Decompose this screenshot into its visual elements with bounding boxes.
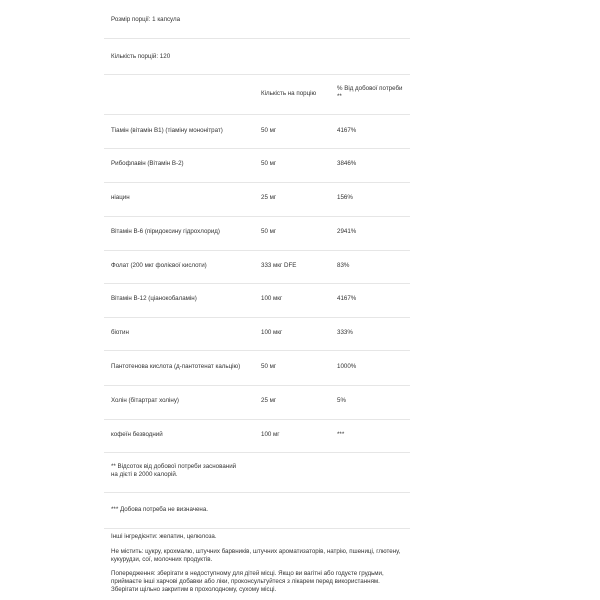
- nutrient-amount: 100 мкг: [261, 295, 283, 302]
- serving-size: Розмір порції: 1 капсула: [111, 16, 181, 23]
- warning-text: Попередження: зберігати в недоступному для дітей місці. Якщо ви вагітні або годуєте грудьми, приймаєте інші харчові добавки або ліки, проконсультуйтеся з лікарем перед використанням. Зберігати щільно закритим в прохолодному, сухому місці.: [111, 570, 384, 594]
- nutrient-name: кофеїн безводний: [111, 431, 163, 438]
- nutrient-dv: 156%: [337, 194, 353, 201]
- nutrient-amount: 50 мг: [261, 127, 277, 134]
- nutrient-name: Холін (бітартрат холіну): [111, 397, 179, 404]
- nutrient-row: [104, 385, 410, 420]
- does-not-contain: Не містить: цукру, крохмалю, штучних барвників, штучних ароматизаторів, натрію, пшениці, глютену, кукурудзи, сої, молочних продуктів.: [111, 548, 401, 564]
- nutrient-amount: 333 мкг DFE: [261, 262, 297, 269]
- nutrient-row: [104, 216, 410, 251]
- servings-count: Кількість порцій: 120: [111, 53, 171, 60]
- nutrient-dv: 1000%: [337, 363, 357, 370]
- nutrient-row: [104, 148, 410, 183]
- servings-count-row: [104, 38, 410, 75]
- nutrient-row: [104, 283, 410, 318]
- nutrient-amount: 25 мг: [261, 397, 277, 404]
- nutrient-amount: 50 мг: [261, 228, 277, 235]
- nutrient-dv: 333%: [337, 329, 353, 336]
- nutrient-dv: 5%: [337, 397, 346, 404]
- serving-size-row: [104, 0, 410, 39]
- nutrient-row: [104, 182, 410, 217]
- nutrient-dv: 4167%: [337, 127, 357, 134]
- nutrient-name: Вітамін B-6 (піридоксину гідрохлорид): [111, 228, 220, 235]
- nutrient-amount: 100 мг: [261, 431, 280, 438]
- nutrient-row: [104, 317, 410, 351]
- supplement-facts-panel: [104, 0, 410, 600]
- note-undefined-row: [104, 492, 410, 529]
- daily-value-header: % Від добової потреби **: [337, 85, 403, 100]
- daily-value-note: ** Відсоток від добової потреби заснований на дієті в 2000 калорій.: [111, 463, 237, 478]
- nutrient-name: Пантотенова кислота (д-пантотенат кальцію): [111, 363, 241, 370]
- nutrient-dv: 3846%: [337, 160, 357, 167]
- nutrient-name: Вітамін B-12 (ціанокобаламін): [111, 295, 197, 302]
- table-header-row: [104, 74, 410, 115]
- nutrient-amount: 100 мкг: [261, 329, 283, 336]
- nutrient-amount: 25 мг: [261, 194, 277, 201]
- nutrient-dv: 4167%: [337, 295, 357, 302]
- nutrient-dv: 83%: [337, 262, 350, 269]
- nutrient-amount: 50 мг: [261, 160, 277, 167]
- nutrient-name: Рибофлавін (Вітамін В-2): [111, 160, 184, 167]
- nutrient-row: [104, 114, 410, 149]
- nutrient-name: Фолат (200 мкг фолієвої кислоти): [111, 262, 207, 269]
- nutrient-dv: 2941%: [337, 228, 357, 235]
- amount-header: Кількість на порцію: [261, 90, 317, 97]
- nutrient-name: Тіамін (вітамін B1) (тіаміну мононітрат): [111, 127, 223, 134]
- nutrient-row: [104, 250, 410, 284]
- nutrient-row: [104, 419, 410, 453]
- nutrient-name: біотин: [111, 329, 129, 336]
- nutrient-name: ніацин: [111, 194, 130, 201]
- note-dv-row: [104, 452, 410, 493]
- nutrient-row: [104, 350, 410, 386]
- nutrient-dv: ***: [337, 431, 345, 438]
- nutrient-amount: 50 мг: [261, 363, 277, 370]
- other-ingredients: Інші інгредієнти: желатин, целюлоза.: [111, 533, 217, 540]
- undefined-value-note: *** Добова потреба не визначена.: [111, 506, 208, 513]
